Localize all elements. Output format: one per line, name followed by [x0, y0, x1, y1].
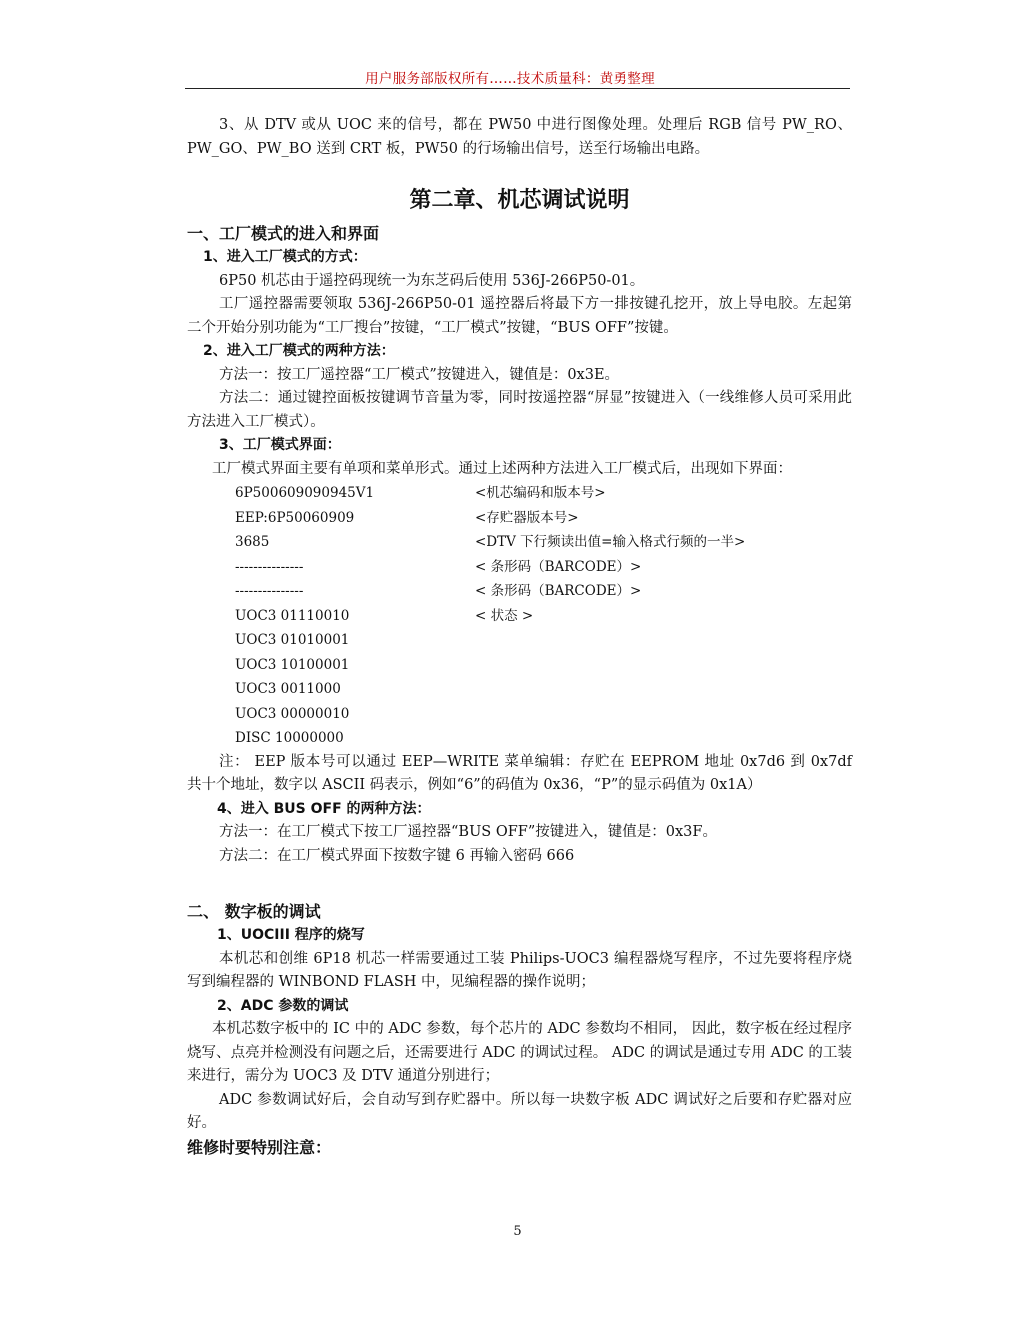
menu-desc: < 条形码（BARCODE）> [475, 558, 642, 575]
menu-code: UOC3 00000010 [235, 705, 350, 722]
menu-code: UOC3 10100001 [235, 656, 350, 673]
menu-desc: <存贮器版本号> [475, 509, 579, 526]
header-divider [185, 88, 850, 89]
section-1-title: 一、工厂模式的进入和界面 [187, 224, 380, 243]
page-body [187, 114, 852, 1160]
menu-row [187, 653, 852, 678]
section-2-sub2-p1: 本机芯数字板中的 IC 中的 ADC 参数，每个芯片的 ADC 参数均不相同， 因此，数字板在经过程序烧写、点亮并检测没有问题之后，还需要进行 ADC 的调试过程。 ADC 的调试是通过专用 ADC 的工装来进行，需分为 UOC3 及 DTV 通道分别进行； [187, 1021, 852, 1084]
menu-row [187, 702, 852, 727]
menu-code: UOC3 0011000 [235, 681, 341, 697]
section-1-sub2-title: 2、进入工厂模式的两种方法： [203, 343, 395, 359]
page-header: 用户服务部版权所有……技术质量科：黄勇整理 [365, 71, 655, 87]
menu-row [187, 677, 852, 702]
spacer [187, 868, 852, 890]
section-1-sub4-title: 4、进入 BUS OFF 的两种方法： [217, 800, 431, 817]
section-1-sub3-title: 3、工厂模式界面： [219, 437, 341, 453]
section-1-sub1-title: 1、进入工厂模式的方式： [203, 249, 367, 265]
section-2-sub1-title: 1、UOCIII 程序的烧写 [217, 927, 365, 943]
menu-desc: <DTV 下行频读出值=输入格式行频的一半> [475, 534, 746, 550]
menu-row [187, 726, 852, 751]
menu-code: EEP:6P50060909 [235, 509, 355, 526]
page-number: 5 [513, 1224, 522, 1239]
menu-code: UOC3 01110010 [235, 607, 350, 624]
warning-heading: 维修时要特别注意： [187, 1137, 332, 1157]
menu-code: 6P500609090945V1 [235, 485, 375, 501]
menu-row [187, 506, 852, 531]
section-1-sub1-p2: 工厂遥控器需要领取 536J-266P50-01 遥控器后将最下方一排按键孔挖开，放上导电胶。左起第二个开始分别功能为“工厂搜台”按键，“工厂模式”按键，“BUS OFF”按键。 [187, 296, 852, 336]
chapter-title: 第二章、机芯调试说明 [409, 188, 630, 213]
section-1-sub2-p1: 方法一：按工厂遥控器“工厂模式”按键进入，键值是：0x3E。 [219, 366, 620, 383]
menu-code: --------------- [235, 558, 304, 575]
menu-desc: < 状态 > [475, 607, 534, 624]
menu-code: --------------- [235, 583, 304, 599]
eep-note: 注： EEP 版本号可以通过 EEP—WRITE 菜单编辑：存贮在 EEPROM 地址 0x7d6 到 0x7df 共十个地址，数字以 ASCII 码表示，例如“6”的码值为 0x36，“P”的显示码值为 0x1A） [187, 753, 852, 793]
section-2-sub2-p2: ADC 参数调试好后，会自动写到存贮器中。所以每一块数字板 ADC 调试好之后要和存贮器对应好。 [187, 1091, 852, 1131]
intro-paragraph: 3、从 DTV 或从 UOC 来的信号，都在 PW50 中进行图像处理。处理后 RGB 信号 PW_RO、PW_GO、PW_BO 送到 CRT 板，PW50 的行场输出信号，送至行场输出电路。 [187, 117, 852, 157]
menu-desc [475, 726, 852, 751]
menu-row [187, 481, 852, 506]
menu-row [187, 604, 852, 629]
menu-desc [475, 628, 852, 653]
menu-desc: < 条形码（BARCODE）> [475, 583, 642, 599]
section-1-sub4-p1: 方法一：在工厂模式下按工厂遥控器“BUS OFF”按键进入，键值是：0x3F。 [219, 824, 717, 840]
section-2-sub1-p1: 本机芯和创维 6P18 机芯一样需要通过工装 Philips-UOC3 编程器烧写程序，不过先要将程序烧写到编程器的 WINBOND FLASH 中，见编程器的操作说明； [187, 950, 852, 990]
section-1-sub4-p2: 方法二：在工厂模式界面下按数字键 6 再输入密码 666 [219, 847, 575, 864]
section-1-sub1-p1: 6P50 机芯由于遥控码现统一为东芝码后使用 536J-266P50-01。 [219, 272, 645, 289]
menu-row [187, 628, 852, 653]
section-2-title: 二、 数字板的调试 [187, 902, 321, 921]
section-2-sub2-title: 2、ADC 参数的调试 [217, 997, 349, 1014]
section-1-sub3-p1: 工厂模式界面主要有单项和菜单形式。通过上述两种方法进入工厂模式后，出现如下界面： [212, 460, 792, 477]
menu-desc [475, 653, 852, 678]
menu-desc: <机芯编码和版本号> [475, 485, 606, 501]
menu-code: DISC 10000000 [235, 730, 344, 746]
factory-menu-listing [187, 481, 852, 751]
menu-row [187, 579, 852, 604]
menu-desc [475, 677, 852, 702]
menu-code: UOC3 01010001 [235, 632, 350, 648]
section-1-sub2-p2: 方法二：通过键控面板按键调节音量为零，同时按遥控器“屏显”按键进入（一线维修人员可采用此方法进入工厂模式）。 [187, 390, 852, 430]
menu-row [187, 555, 852, 580]
menu-code: 3685 [235, 534, 270, 550]
menu-desc [475, 702, 852, 727]
menu-row [187, 530, 852, 555]
